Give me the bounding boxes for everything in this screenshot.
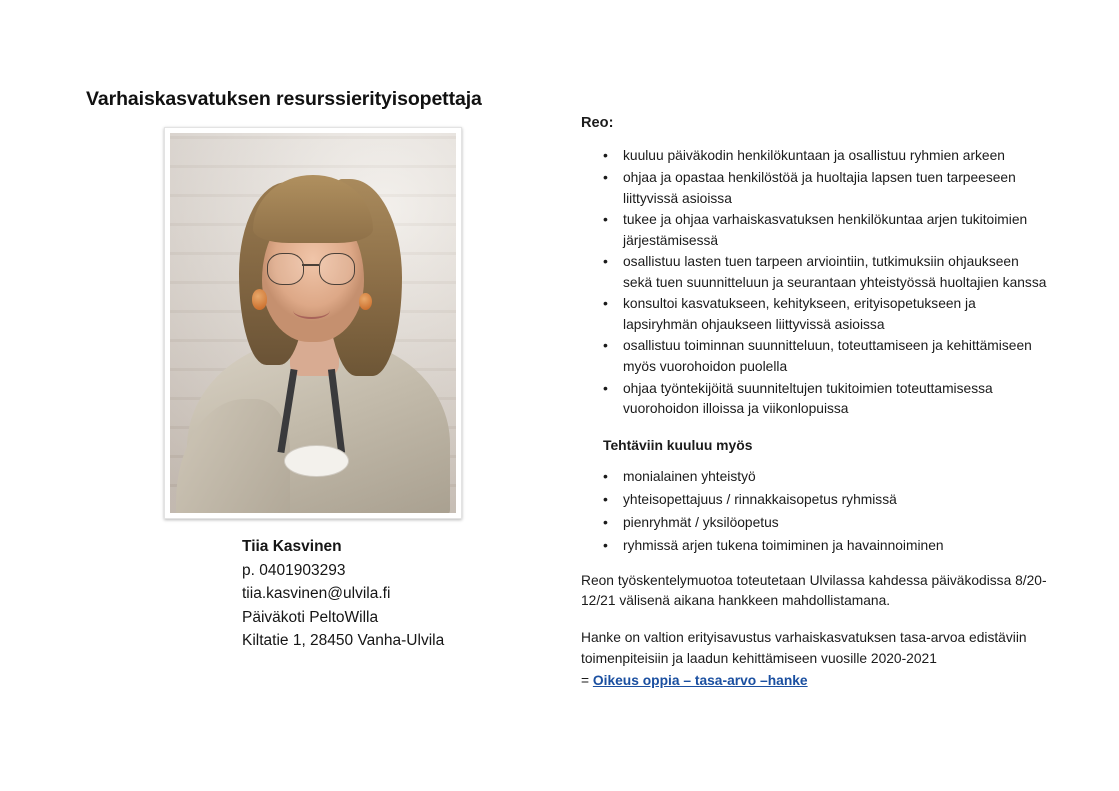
contact-email[interactable]: tiia.kasvinen@ulvila.fi [242,585,391,603]
list-item: • konsultoi kasvatukseen, kehitykseen, erityisopetukseen ja lapsiryhmän ohjaukseen liittyvissä asioissa [603,294,1051,335]
glasses-bridge-icon [302,264,319,266]
list-item: • osallistuu toiminnan suunnitteluun, toteuttamiseen ja kehittämiseen myös vuorohoidon puolella [603,336,1051,377]
glasses-lens-right-icon [319,253,355,285]
list-item: • tukee ja ohjaa varhaiskasvatuksen henkilökuntaa arjen tukitoimien järjestämisessä [603,210,1051,251]
paragraph-implementation: Reon työskentelymuotoa toteutetaan Ulvilassa kahdessa päiväkodissa 8/20-12/21 välisenä aikana hankkeen mahdollistamana. [581,572,1047,608]
section-heading-reo: Reo: [581,115,614,131]
list-item: • pienryhmät / yksilöopetus [603,513,1051,533]
portrait-photo-frame [164,127,462,519]
contact-unit: Päiväkoti PeltoWilla [242,608,379,626]
duties-list [581,146,1051,419]
earring-right [359,293,372,310]
portrait-photo [170,133,456,513]
project-link[interactable]: Oikeus oppia – tasa-arvo –hanke [592,672,808,688]
glasses-lens-left-icon [267,253,303,285]
contact-block [242,535,516,653]
list-item: • yhteisopettajuus / rinnakkaisopetus ryhmissä [603,490,1051,510]
equals-prefix: = [581,672,593,688]
earring-left [252,289,268,310]
list-item: • ohjaa työntekijöitä suunniteltujen tukitoimien toteuttamisessa vuorohoidon illoissa ja viikonlopuissa [603,379,1051,420]
list-item: • kuuluu päiväkodin henkilökuntaan ja osallistuu ryhmien arkeen [603,146,1051,166]
list-item: • monialainen yhteistyö [603,467,1051,487]
contact-name: Tiia Kasvinen [242,538,342,555]
project-link-line [581,671,1051,691]
list-item: • ohjaa ja opastaa henkilöstöä ja huoltajia lapsen tuen tarpeeseen liittyvissä asioissa [603,168,1051,209]
list-item: • ryhmissä arjen tukena toimiminen ja havainnoiminen [603,536,1051,556]
left-column [86,88,516,653]
right-column [581,113,1051,705]
contact-phone: p. 0401903293 [242,561,346,579]
name-badge [284,445,349,477]
contact-address: Kiltatie 1, 28450 Vanha-Ulvila [242,632,445,650]
also-list [581,467,1051,557]
person-figure [170,133,456,513]
page-title: Varhaiskasvatuksen resurssierityisopettaja [86,88,482,110]
section-subheading-also: Tehtäviin kuuluu myös [603,437,753,454]
list-item: • osallistuu lasten tuen tarpeen arviointiin, tutkimuksiin ohjaukseen sekä tuen suunnitteluun ja seurantaan yhteistyössä huoltajien kanssa [603,252,1051,293]
paragraph-funding: Hanke on valtion erityisavustus varhaiskasvatuksen tasa-arvoa edistäviin toimenpiteisiin ja laadun kehittämiseen vuosille 2020-2021 [581,630,1027,666]
